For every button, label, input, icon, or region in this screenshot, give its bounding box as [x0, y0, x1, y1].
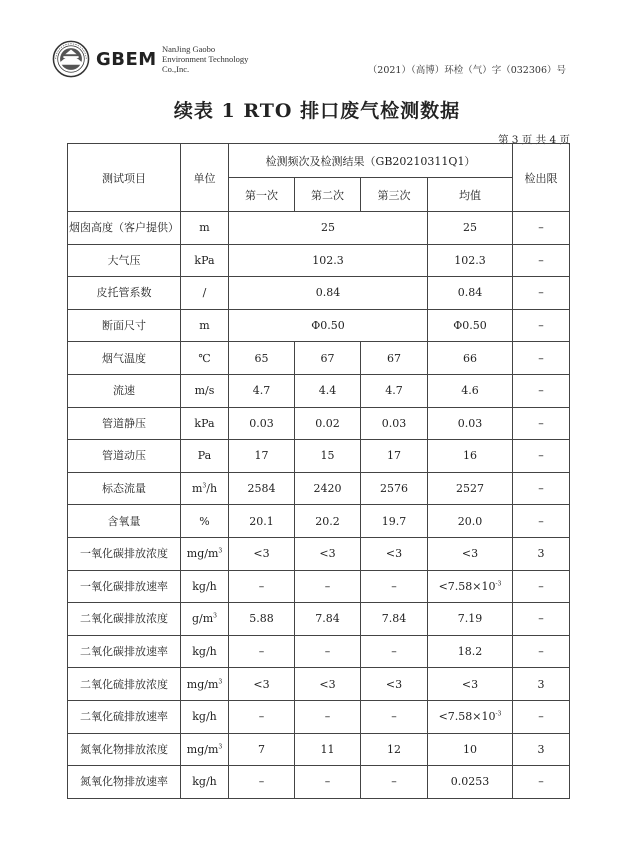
header-first: 第一次 — [229, 178, 295, 212]
third-value-cell: – — [361, 766, 428, 799]
item-cell: 皮托管系数 — [68, 277, 181, 310]
unit-cell: kg/h — [181, 570, 229, 603]
unit-cell — [181, 537, 229, 570]
item-cell: 二氧化硫排放速率 — [68, 700, 181, 733]
mean-cell: <3 — [428, 668, 513, 701]
unit-cell: m/s — [181, 374, 229, 407]
second-value-cell: <3 — [295, 537, 361, 570]
item-cell: 大气压 — [68, 244, 181, 277]
second-value-cell: 20.2 — [295, 505, 361, 538]
mean-cell: 2527 — [428, 472, 513, 505]
table-row — [68, 374, 570, 407]
third-value-cell: <3 — [361, 537, 428, 570]
third-value-cell: 2576 — [361, 472, 428, 505]
limit-cell: – — [513, 277, 570, 310]
merged-value-cell: 102.3 — [229, 244, 428, 277]
unit-cell — [181, 668, 229, 701]
first-value-cell: 7 — [229, 733, 295, 766]
unit-cell-superscript: 3 — [213, 612, 217, 620]
table-row — [68, 733, 570, 766]
second-value-cell: – — [295, 700, 361, 733]
company-line: Environment Technology — [162, 54, 249, 64]
limit-cell: – — [513, 635, 570, 668]
header-results: 检测频次及检测结果（GB20210311Q1） — [229, 144, 513, 178]
unit-cell-base: g/m — [191, 612, 214, 626]
table-row — [68, 766, 570, 799]
limit-cell: 3 — [513, 668, 570, 701]
header-mean: 均值 — [428, 178, 513, 212]
first-value-cell: 2584 — [229, 472, 295, 505]
item-cell: 一氧化碳排放浓度 — [68, 537, 181, 570]
unit-cell-base: mg/m — [186, 742, 219, 756]
third-value-cell: – — [361, 700, 428, 733]
item-cell: 二氧化碳排放速率 — [68, 635, 181, 668]
second-value-cell: 67 — [295, 342, 361, 375]
unit-cell-superscript: 3 — [202, 482, 207, 490]
table-row — [68, 342, 570, 375]
unit-cell: kPa — [181, 244, 229, 277]
merged-value-cell: 0.84 — [229, 277, 428, 310]
limit-cell: 3 — [513, 733, 570, 766]
mean-cell: 0.03 — [428, 407, 513, 440]
second-value-cell: – — [295, 635, 361, 668]
second-value-cell: <3 — [295, 668, 361, 701]
second-value-cell: 0.02 — [295, 407, 361, 440]
third-value-cell: 7.84 — [361, 603, 428, 636]
unit-cell-tail: /h — [206, 482, 218, 496]
item-cell: 氮氧化物排放浓度 — [68, 733, 181, 766]
mean-cell-base: <7.58×10 — [438, 710, 496, 724]
limit-cell: – — [513, 212, 570, 245]
item-cell: 一氧化碳排放速率 — [68, 570, 181, 603]
header-second: 第二次 — [295, 178, 361, 212]
second-value-cell: – — [295, 570, 361, 603]
table-row — [68, 635, 570, 668]
first-value-cell: 65 — [229, 342, 295, 375]
unit-cell — [181, 603, 229, 636]
first-value-cell: 5.88 — [229, 603, 295, 636]
limit-cell: – — [513, 700, 570, 733]
unit-cell-superscript: 3 — [218, 547, 223, 555]
table-row — [68, 505, 570, 538]
table-header-row — [68, 144, 570, 178]
header-unit: 单位 — [181, 144, 229, 212]
mean-cell: 102.3 — [428, 244, 513, 277]
unit-cell-base: mg/m — [186, 677, 219, 691]
item-cell: 二氧化碳排放浓度 — [68, 603, 181, 636]
mean-cell — [428, 700, 513, 733]
table-row — [68, 244, 570, 277]
limit-cell: – — [513, 342, 570, 375]
limit-cell: – — [513, 374, 570, 407]
mean-cell-base: <7.58×10 — [438, 579, 496, 593]
mean-cell-superscript: -3 — [495, 710, 502, 718]
limit-cell: – — [513, 309, 570, 342]
mean-cell: 20.0 — [428, 505, 513, 538]
third-value-cell: 4.7 — [361, 374, 428, 407]
merged-value-cell: 25 — [229, 212, 428, 245]
mean-cell: Φ0.50 — [428, 309, 513, 342]
mean-cell: 18.2 — [428, 635, 513, 668]
limit-cell: – — [513, 440, 570, 473]
limit-cell: 3 — [513, 537, 570, 570]
table-row — [68, 570, 570, 603]
first-value-cell: – — [229, 570, 295, 603]
mean-cell: 66 — [428, 342, 513, 375]
unit-cell — [181, 733, 229, 766]
unit-cell-superscript: 3 — [218, 677, 223, 685]
merged-value-cell: Φ0.50 — [229, 309, 428, 342]
table-row — [68, 407, 570, 440]
table-row — [68, 440, 570, 473]
unit-cell — [181, 472, 229, 505]
second-value-cell: 15 — [295, 440, 361, 473]
item-cell: 含氧量 — [68, 505, 181, 538]
third-value-cell: 12 — [361, 733, 428, 766]
mean-cell: <3 — [428, 537, 513, 570]
third-value-cell: 67 — [361, 342, 428, 375]
first-value-cell: 0.03 — [229, 407, 295, 440]
third-value-cell: 19.7 — [361, 505, 428, 538]
third-value-cell: 17 — [361, 440, 428, 473]
unit-cell-base: m — [191, 482, 203, 496]
first-value-cell: – — [229, 635, 295, 668]
second-value-cell: – — [295, 766, 361, 799]
item-cell: 标态流量 — [68, 472, 181, 505]
header-item: 测试项目 — [68, 144, 181, 212]
table-row — [68, 537, 570, 570]
company-line: NanJing Gaobo — [162, 44, 216, 54]
brand-name: GBEM — [96, 49, 157, 70]
page-info: 第 3 页 共 4 页 — [497, 134, 570, 146]
mean-cell: 4.6 — [428, 374, 513, 407]
unit-cell: m — [181, 212, 229, 245]
third-value-cell: <3 — [361, 668, 428, 701]
header-limit: 检出限 — [513, 144, 570, 212]
table-row — [68, 603, 570, 636]
item-cell: 烟囱高度（客户提供） — [68, 212, 181, 245]
gbem-round-logo-icon — [52, 40, 90, 78]
item-cell: 流速 — [68, 374, 181, 407]
item-cell: 烟气温度 — [68, 342, 181, 375]
unit-cell: kg/h — [181, 700, 229, 733]
table-row — [68, 668, 570, 701]
table-row — [68, 472, 570, 505]
unit-cell: Pa — [181, 440, 229, 473]
limit-cell: – — [513, 472, 570, 505]
limit-cell: – — [513, 570, 570, 603]
table-title: 续表 1 RTO 排口废气检测数据 — [173, 100, 461, 122]
document-number: （2021）（高博）环检（气）字（032306）号 — [367, 65, 566, 76]
item-cell: 断面尺寸 — [68, 309, 181, 342]
mean-cell: 16 — [428, 440, 513, 473]
unit-cell: / — [181, 277, 229, 310]
limit-cell: – — [513, 407, 570, 440]
mean-cell-superscript: -3 — [495, 580, 502, 588]
item-cell: 管道动压 — [68, 440, 181, 473]
third-value-cell: – — [361, 570, 428, 603]
unit-cell: % — [181, 505, 229, 538]
limit-cell: – — [513, 505, 570, 538]
item-cell: 二氧化硫排放浓度 — [68, 668, 181, 701]
first-value-cell: 17 — [229, 440, 295, 473]
second-value-cell: 7.84 — [295, 603, 361, 636]
limit-cell: – — [513, 244, 570, 277]
mean-cell: 7.19 — [428, 603, 513, 636]
third-value-cell: – — [361, 635, 428, 668]
table-row — [68, 309, 570, 342]
first-value-cell: <3 — [229, 668, 295, 701]
table-row — [68, 212, 570, 245]
first-value-cell: – — [229, 766, 295, 799]
item-cell: 氮氧化物排放速率 — [68, 766, 181, 799]
first-value-cell: <3 — [229, 537, 295, 570]
table-row — [68, 277, 570, 310]
mean-cell — [428, 570, 513, 603]
unit-cell: kg/h — [181, 635, 229, 668]
mean-cell: 10 — [428, 733, 513, 766]
mean-cell: 0.0253 — [428, 766, 513, 799]
second-value-cell: 2420 — [295, 472, 361, 505]
unit-cell-superscript: 3 — [218, 743, 223, 751]
table-row — [68, 700, 570, 733]
second-value-cell: 4.4 — [295, 374, 361, 407]
company-line: Co.,Inc. — [162, 64, 190, 74]
unit-cell-base: mg/m — [186, 547, 219, 561]
unit-cell: m — [181, 309, 229, 342]
first-value-cell: 4.7 — [229, 374, 295, 407]
second-value-cell: 11 — [295, 733, 361, 766]
unit-cell: kg/h — [181, 766, 229, 799]
header-third: 第三次 — [361, 178, 428, 212]
mean-cell: 0.84 — [428, 277, 513, 310]
unit-cell: kPa — [181, 407, 229, 440]
unit-cell: ℃ — [181, 342, 229, 375]
first-value-cell: 20.1 — [229, 505, 295, 538]
exhaust-gas-data-table — [67, 143, 570, 799]
limit-cell: – — [513, 766, 570, 799]
item-cell: 管道静压 — [68, 407, 181, 440]
company-name — [162, 44, 248, 74]
third-value-cell: 0.03 — [361, 407, 428, 440]
first-value-cell: – — [229, 700, 295, 733]
limit-cell: – — [513, 603, 570, 636]
mean-cell: 25 — [428, 212, 513, 245]
